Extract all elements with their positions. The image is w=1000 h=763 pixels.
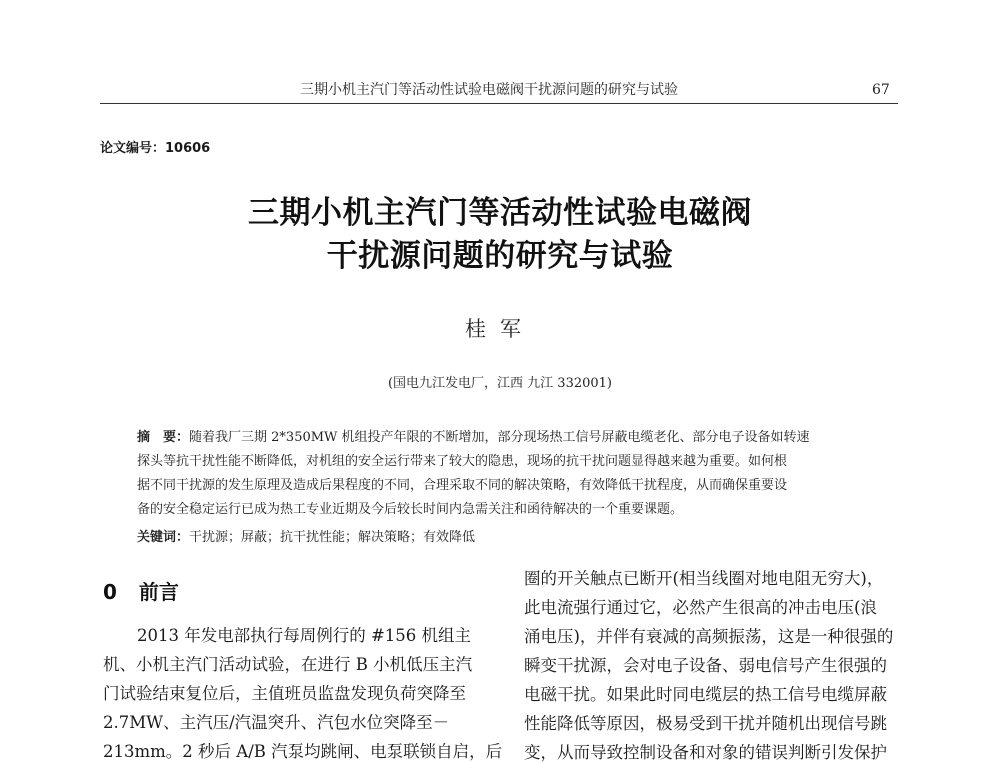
abstract-line: [137, 426, 810, 445]
author: 桂军: [465, 317, 535, 341]
body-line: 2013 年发电部执行每周例行的 #156 机组主: [137, 626, 472, 645]
paper-title-line-2: 干扰源问题的研究与试验: [326, 238, 674, 274]
keywords-text: 干扰源；屏蔽；抗干扰性能；解决策略；有效降低: [189, 530, 476, 545]
body-line: 电磁干扰。如果此时同电缆层的热工信号电缆屏蔽: [524, 685, 887, 704]
body-line: 圈的开关触点已断开(相当线圈对地电阻无穷大)，: [524, 569, 884, 588]
body-line: 变，从而导致控制设备和对象的错误判断引发保护: [524, 743, 887, 762]
abstract-label: 摘 要：: [137, 430, 190, 445]
abstract-text: 随着我厂三期 2*350MW 机组投产年限的不断增加，部分现场热工信号屏蔽电缆老化、部分电子设备如转速: [189, 430, 810, 445]
page-number: 67: [872, 82, 890, 98]
running-header-title: 三期小机主汽门等活动性试验电磁阀干扰源问题的研究与试验: [300, 82, 678, 98]
abstract-line: 探头等抗干扰性能不断降低，对机组的安全运行带来了较大的隐患，现场的抗干扰问题显得越来越为重要。如何根: [137, 454, 788, 469]
section-number: 0: [103, 580, 117, 604]
paper-title-line-1: 三期小机主汽门等活动性试验电磁阀: [248, 195, 752, 231]
body-line: 门试验结束复位后，主值班员监盘发现负荷突降至: [103, 684, 466, 703]
body-line: 此电流强行通过它，必然产生很高的冲击电压(浪: [524, 598, 877, 617]
section-title: 前言: [138, 580, 179, 604]
body-line: 涌电压)，并伴有衰减的高频振荡，这是一种很强的: [524, 627, 894, 646]
body-line: 瞬变干扰源，会对电子设备、弱电信号产生很强的: [524, 656, 887, 675]
keywords-label: 关键词：: [137, 530, 190, 545]
affiliation: (国电九江发电厂，江西 九江 332001): [387, 376, 613, 391]
section-heading: [103, 576, 179, 605]
body-line: 性能降低等原因，极易受到干扰并随机出现信号跳: [524, 714, 887, 733]
body-line: 机、小机主汽门活动试验，在进行 B 小机低压主汽: [103, 655, 473, 674]
body-line: 2.7MW、主汽压/汽温突升、汽包水位突降至－: [103, 713, 450, 732]
keywords: [137, 526, 475, 545]
abstract-line: 备的安全稳定运行已成为热工专业近期及今后较长时间内急需关注和函待解决的一个重要课题。: [137, 502, 684, 517]
body-line: 213mm。2 秒后 A/B 汽泵均跳闸、电泵联锁自启，后: [103, 742, 503, 761]
header-rule: [100, 103, 898, 104]
paper-id: 论文编号：10606: [100, 141, 211, 156]
abstract-line: 据不同干扰源的发生原理及造成后果程度的不同，合理采取不同的解决策略，有效降低干扰程度，从而确保重要设: [137, 478, 788, 493]
